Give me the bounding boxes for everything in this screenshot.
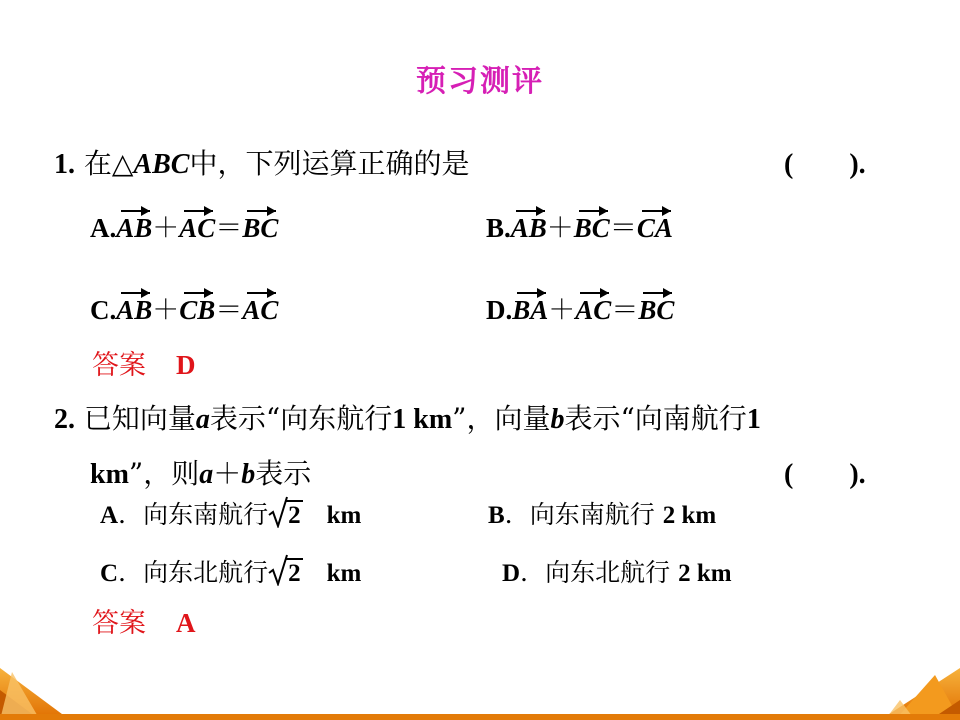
text: ”，则 <box>128 457 200 490</box>
separator: ． <box>520 558 546 587</box>
vector: BC <box>242 213 279 243</box>
option-letter: B. <box>486 213 511 243</box>
option-letter: C <box>100 560 119 587</box>
text: 表示“向东航行 <box>209 402 393 435</box>
equals-sign: ＝ <box>611 295 639 326</box>
distance: 1 km <box>392 404 453 435</box>
radicand: 2 <box>288 502 301 529</box>
option-text: 向东北航行 <box>545 558 671 587</box>
option-letter: A <box>100 502 119 529</box>
page-title: 预习测评 <box>416 64 544 99</box>
answer-value: D <box>176 350 196 380</box>
answer-value: A <box>176 608 196 638</box>
var-b: b <box>550 404 565 435</box>
unit: km <box>326 560 362 587</box>
vector: BC <box>638 295 675 325</box>
vector: BC <box>573 213 610 243</box>
var-a: a <box>199 459 214 490</box>
q2-number: 2 <box>54 404 68 435</box>
q1-stem-post: 中，下列运算正确的是 <box>189 147 470 180</box>
option-text: 向东南航行 <box>143 500 269 529</box>
vector: AB <box>116 295 153 325</box>
bottom-bar <box>0 714 960 720</box>
right-triangles-decoration <box>880 668 960 720</box>
plus-sign: ＋ <box>152 213 180 244</box>
equals-sign: ＝ <box>609 213 637 244</box>
text: 表示“向南航行 <box>564 402 747 435</box>
option-text: 向东北航行 <box>143 558 269 587</box>
var-a: a <box>195 404 210 435</box>
answer-label: 答案 <box>92 608 146 639</box>
vector: BA <box>512 295 549 325</box>
separator: ． <box>504 500 530 529</box>
vector: AC <box>575 295 612 325</box>
q2-dot: . <box>68 404 75 435</box>
option-letter: B <box>488 502 505 529</box>
vector: AB <box>510 213 547 243</box>
plus-sign: ＋ <box>548 295 576 326</box>
separator: ． <box>118 500 144 529</box>
vector: CA <box>636 213 673 243</box>
option-text: 向东南航行 <box>529 500 655 529</box>
q1-stem-pre: 在△ <box>83 147 134 180</box>
q1-triangle-name: ABC <box>133 149 190 180</box>
option-value: 2 km <box>678 560 732 587</box>
unit: km <box>326 502 362 529</box>
q2-answer-paren: ( ). <box>784 459 866 490</box>
text: 表示 <box>255 457 312 490</box>
vector: AC <box>179 213 216 243</box>
option-letter: D. <box>486 295 513 325</box>
plus-sign: ＋ <box>152 295 180 326</box>
option-value: 2 km <box>662 502 717 529</box>
equals-sign: ＝ <box>215 295 243 326</box>
option-letter: A. <box>90 213 117 243</box>
left-triangles-decoration <box>0 668 70 720</box>
plus-sign: ＋ <box>546 213 574 244</box>
q1-answer-paren: ( ). <box>784 149 866 180</box>
var-b: b <box>241 459 256 490</box>
vector: AB <box>116 213 153 243</box>
unit: km <box>90 459 129 490</box>
text: 已知向量 <box>83 402 196 435</box>
answer-label: 答案 <box>92 350 146 381</box>
option-letter: D <box>502 560 521 587</box>
separator: ． <box>118 558 144 587</box>
equals-sign: ＝ <box>215 213 243 244</box>
distance: 1 <box>746 404 761 435</box>
radicand: 2 <box>288 560 301 587</box>
q1-number: 1 <box>54 149 68 180</box>
text: ”，向量 <box>452 402 551 435</box>
option-letter: C. <box>90 295 117 325</box>
plus-sign: ＋ <box>213 457 242 490</box>
q1-dot: . <box>68 149 75 180</box>
vector: CB <box>179 295 216 325</box>
vector: AC <box>242 295 279 325</box>
